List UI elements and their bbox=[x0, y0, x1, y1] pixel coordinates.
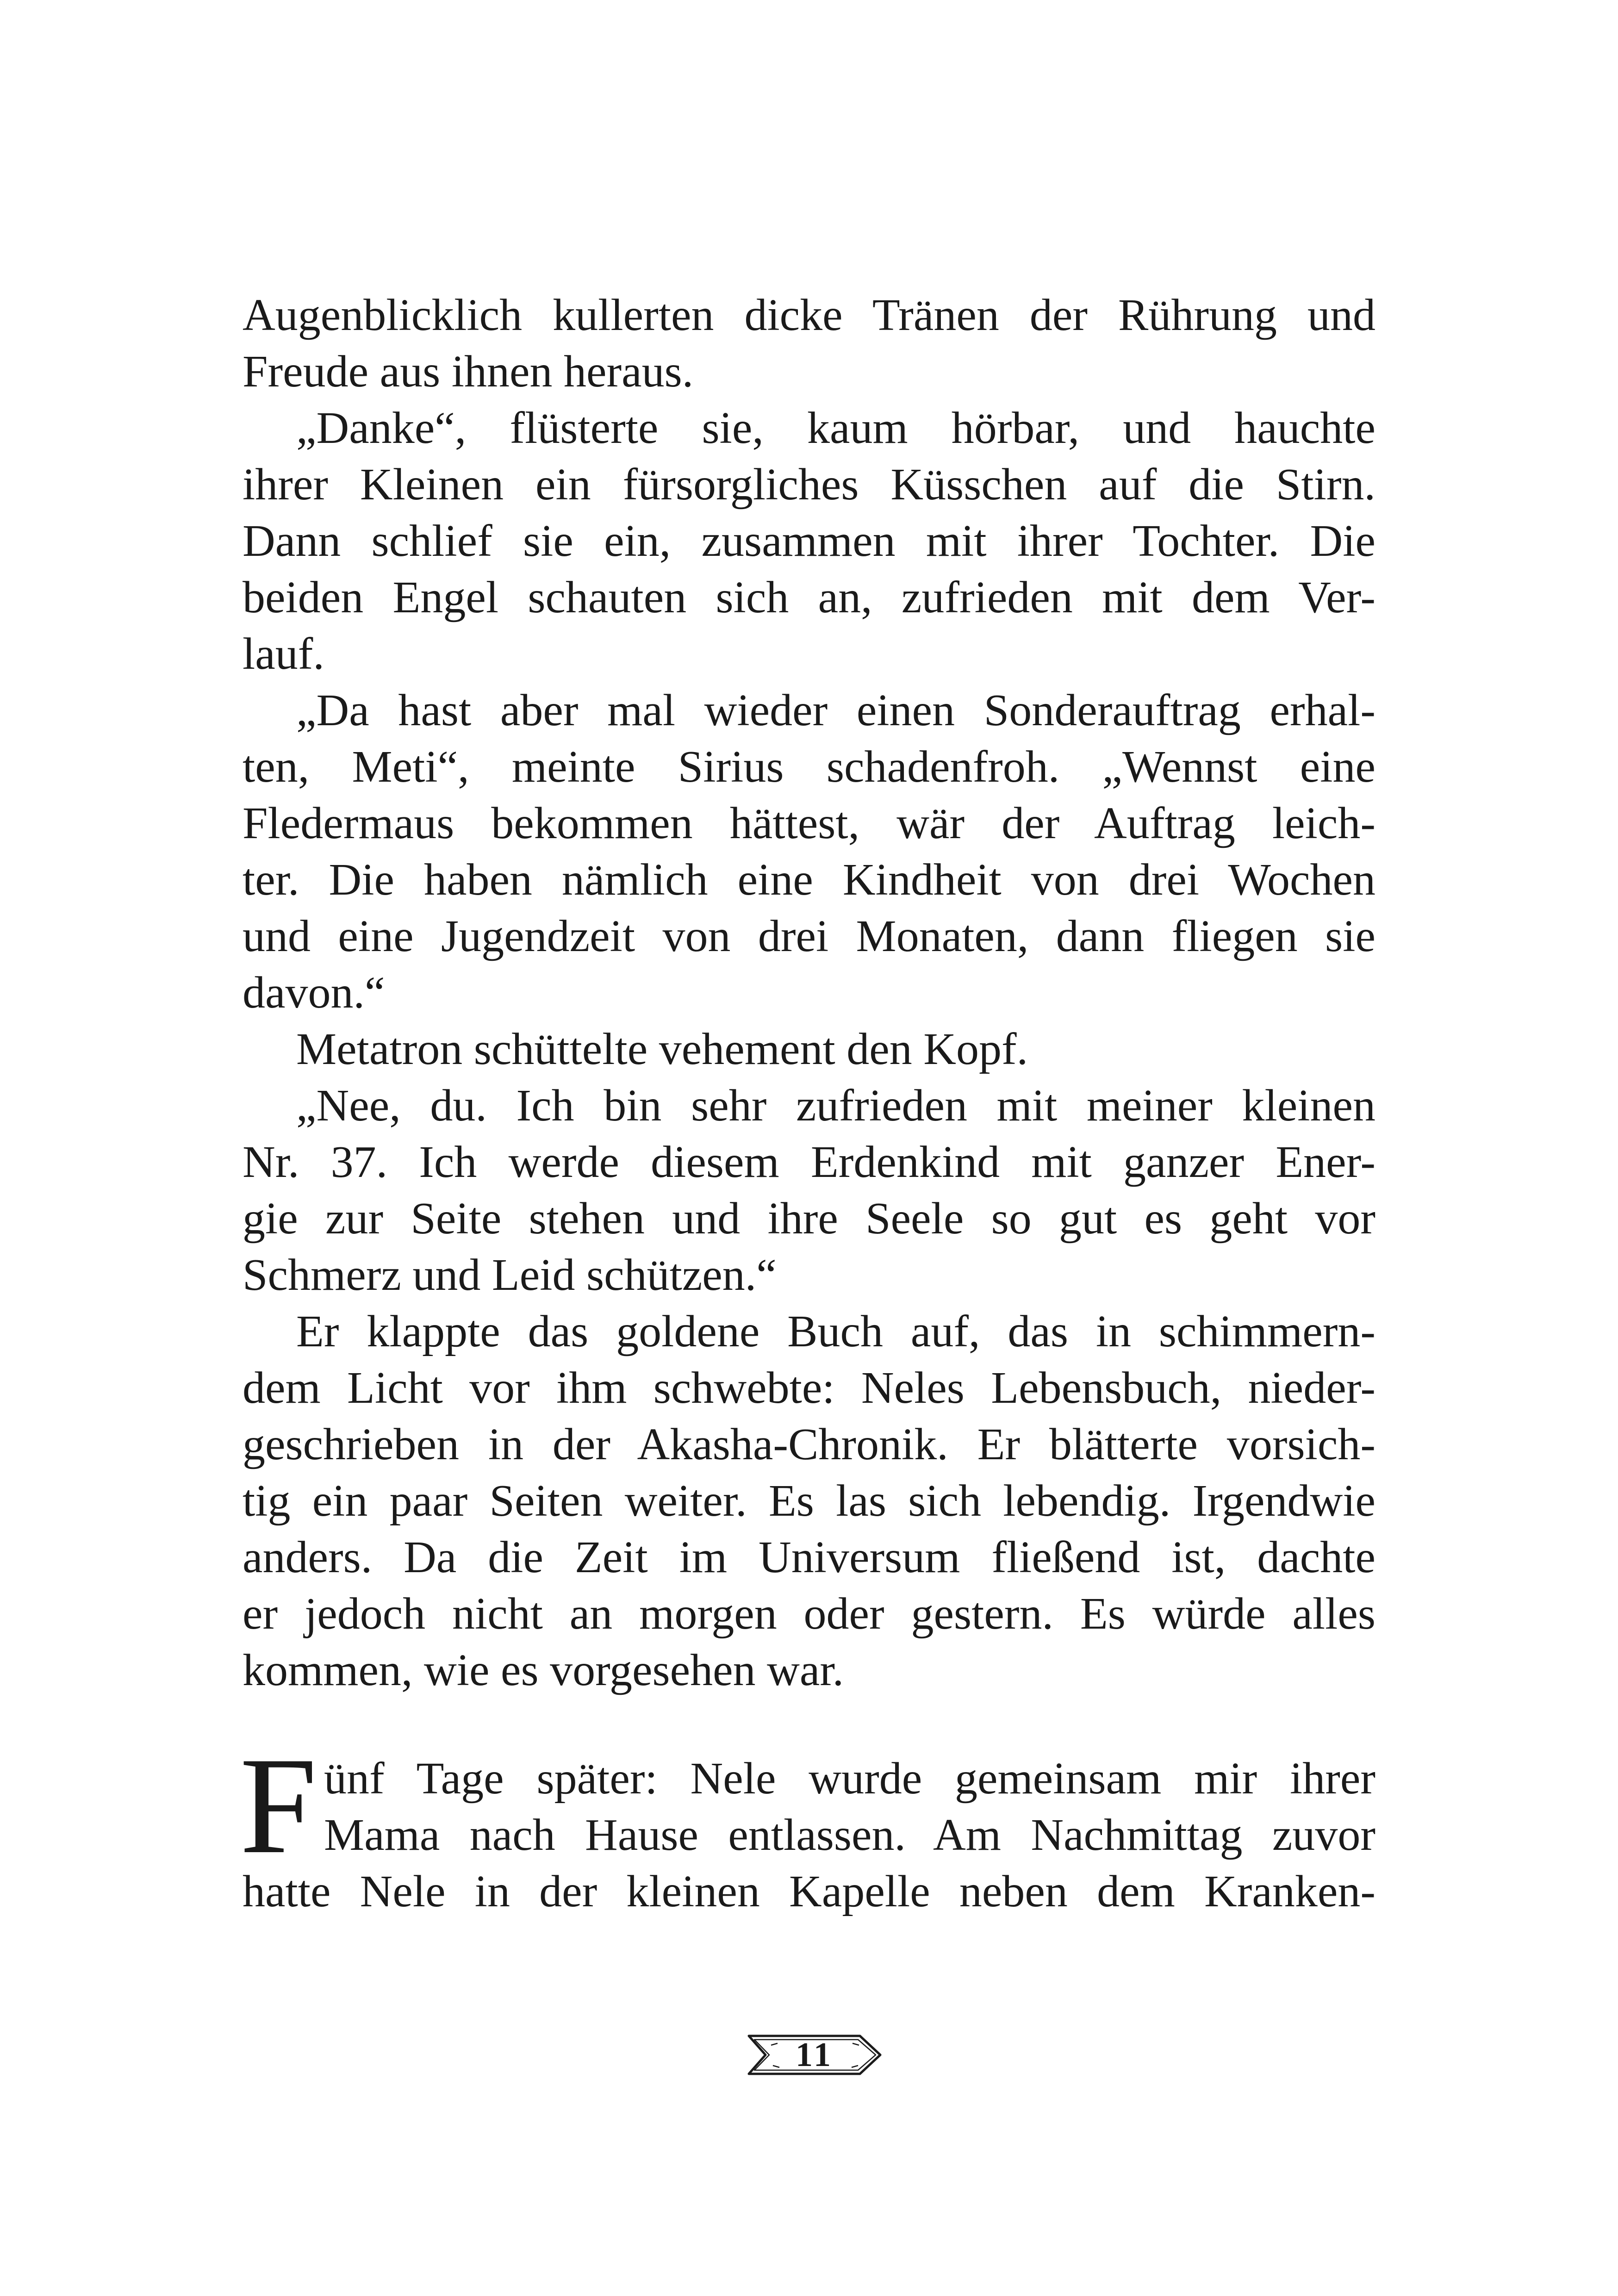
text-line: ter. Die haben nämlich eine Kindheit von drei Wochen bbox=[243, 855, 1375, 905]
text-line: ihrer Kleinen ein fürsorgliches Küsschen auf die Stirn. bbox=[243, 460, 1375, 510]
text-line: ünf Tage später: Nele wurde gemeinsam mir ihrer bbox=[324, 1754, 1375, 1804]
paragraph-6 bbox=[243, 1303, 1375, 1699]
text-line: „Nee, du. Ich bin sehr zufrieden mit meiner kleinen bbox=[296, 1081, 1375, 1131]
text-line: tig ein paar Seiten weiter. Es las sich lebendig. Irgendwie bbox=[243, 1476, 1375, 1526]
text-line: hatte Nele in der kleinen Kapelle neben dem Kranken- bbox=[243, 1867, 1375, 1916]
text-line: dem Licht vor ihm schwebte: Neles Lebensbuch, nieder- bbox=[243, 1363, 1375, 1413]
body-text bbox=[240, 287, 1375, 1920]
text-line: beiden Engel schauten sich an, zufrieden mit dem Ver- bbox=[243, 572, 1375, 622]
text-line: „Da hast aber mal wieder einen Sonderauftrag erhal- bbox=[296, 685, 1375, 735]
text-line: und eine Jugendzeit von drei Monaten, dann fliegen sie bbox=[243, 911, 1375, 961]
text-line: er jedoch nicht an morgen oder gestern. Es würde alles bbox=[243, 1589, 1375, 1639]
text-line: Nr. 37. Ich werde diesem Erdenkind mit ganzer Ener- bbox=[243, 1137, 1375, 1187]
paragraph-2 bbox=[243, 400, 1375, 682]
text-line: Er klappte das goldene Buch auf, das in schimmern- bbox=[296, 1307, 1375, 1356]
text-line: Mama nach Hause entlassen. Am Nachmittag zuvor bbox=[324, 1810, 1375, 1860]
text-line: lauf. bbox=[243, 629, 324, 679]
text-line: gie zur Seite stehen und ihre Seele so gut es geht vor bbox=[243, 1194, 1375, 1244]
text-line: „Danke“, flüsterte sie, kaum hörbar, und hauchte bbox=[296, 403, 1375, 453]
page-number: 11 bbox=[796, 2036, 834, 2074]
paragraph-5 bbox=[243, 1077, 1375, 1303]
text-line: Freude aus ihnen heraus. bbox=[243, 347, 694, 397]
text-line: ten, Meti“, meinte Sirius schadenfroh. „Wennst eine bbox=[243, 742, 1375, 792]
text-line: anders. Da die Zeit im Universum fließend ist, dachte bbox=[243, 1532, 1375, 1582]
paragraph-3 bbox=[243, 682, 1375, 1021]
text-line: davon.“ bbox=[243, 968, 385, 1018]
text-line: geschrieben in der Akasha-Chronik. Er blätterte vorsich- bbox=[243, 1419, 1375, 1469]
text-line: Augenblicklich kullerten dicke Tränen der Rührung und bbox=[243, 290, 1375, 340]
section-break bbox=[243, 1699, 1375, 1750]
text-line: Schmerz und Leid schützen.“ bbox=[243, 1250, 777, 1300]
page-number-banner bbox=[745, 2029, 884, 2080]
section-opening bbox=[240, 1729, 1375, 1920]
text-line: Dann schlief sie ein, zusammen mit ihrer Tochter. Die bbox=[243, 516, 1375, 566]
paragraph-1 bbox=[243, 287, 1375, 400]
drop-cap: F bbox=[240, 1729, 317, 1882]
paragraph-4 bbox=[243, 1021, 1375, 1077]
text-line: kommen, wie es vorgesehen war. bbox=[243, 1645, 844, 1695]
text-line: Fledermaus bekommen hättest, wär der Auftrag leich- bbox=[243, 798, 1375, 848]
text-line: Metatron schüttelte vehement den Kopf. bbox=[296, 1024, 1028, 1074]
